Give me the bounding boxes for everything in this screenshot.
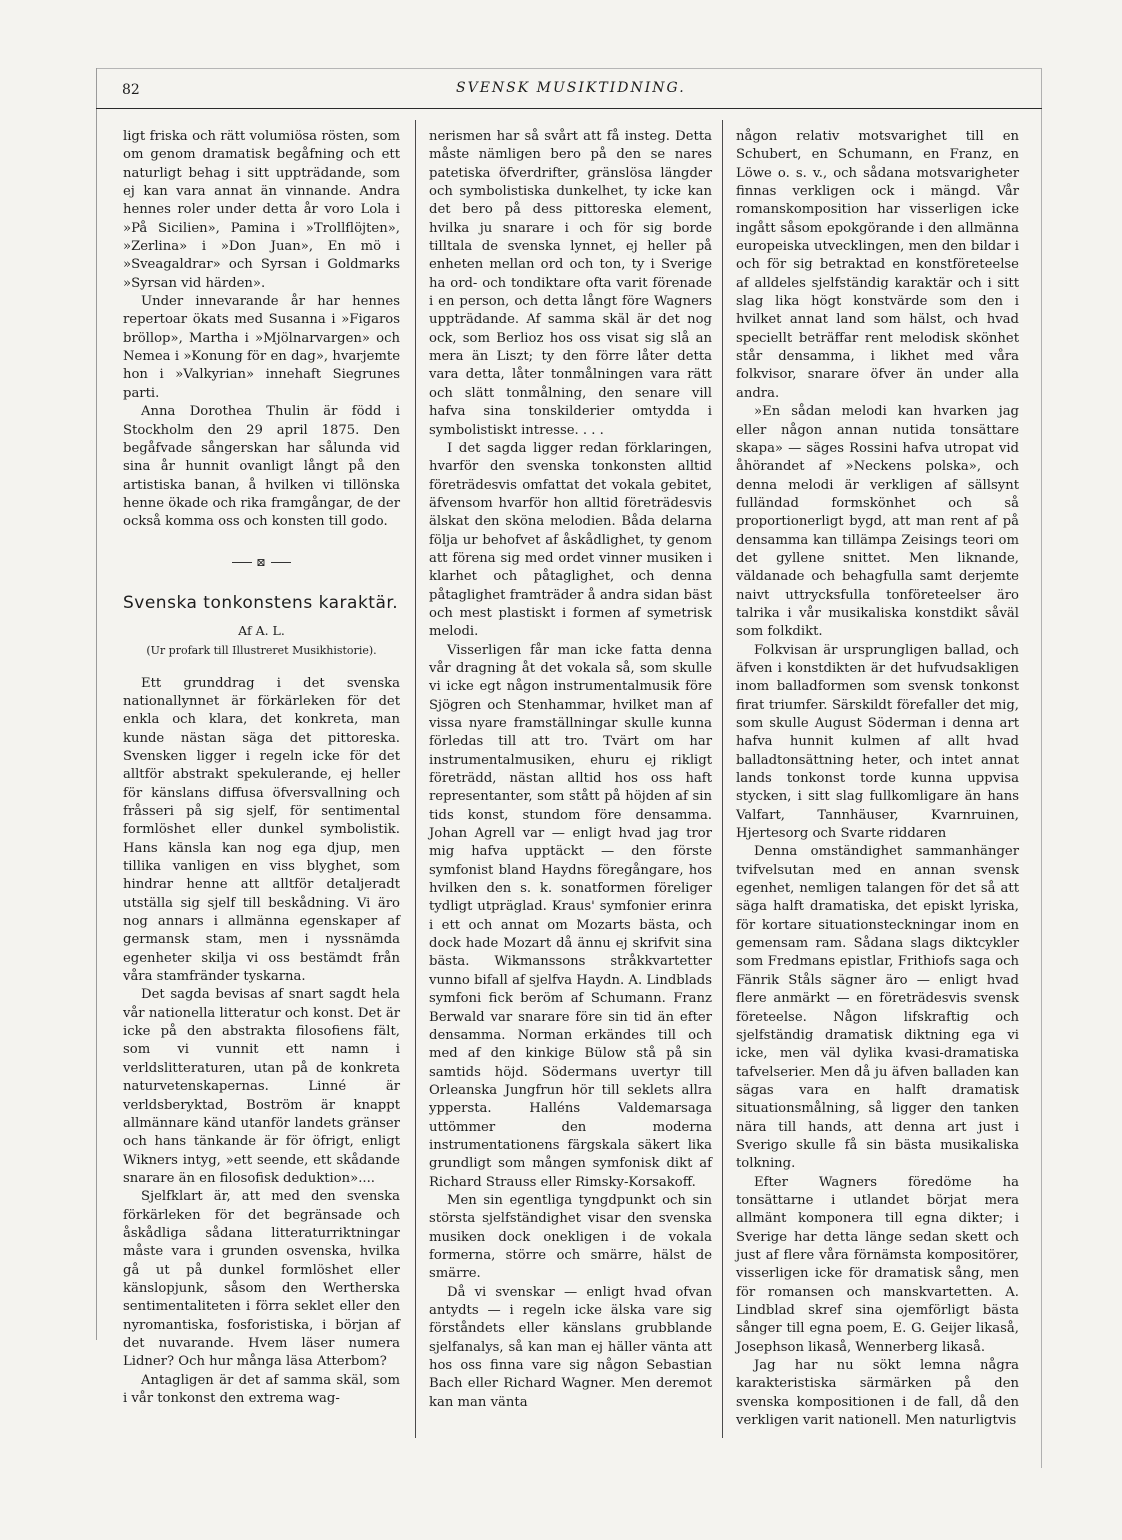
divider-bar-left: [232, 562, 252, 563]
paragraph: någon relativ motsvarighet till en Schubert, en Schumann, en Franz, en Löwe o. s. v., och sådana motsvarigheter finnas verkligen ock i mängd. Vår romanskomposition har visserligen icke ingått såsom epokgörande i den allmänna europeiska utvecklingen, men den bildar i och för sig betraktad en konstföreteelse af alldeles sjelfständig karaktär och i sitt slag lika högt konstvärde som den i hvilket annat land som hälst, och hvad speciellt beträffar rent melodisk skönhet står densamma, i likhet med våra folkvisor, snarare öfver än under alla andra.: [736, 129, 1019, 401]
paragraph: Det sagda bevisas af snart sagdt hela vår nationella litteratur och konst. Det är icke på den abstrakta filosofiens fält, som vi vunnit ett namn i verldslitteraturen, utan på de konkreta naturvetenskapernas. Linné är verldsberyktad, Boström är knappt allmännare känd utanför landets gränser och hans tänkande är för öfrigt, enligt Wikners intyg, »ett seende, ett skådande snarare än en filosofisk deduktion»....: [123, 987, 400, 1186]
column-1: [123, 128, 400, 1408]
page-number: 82: [122, 82, 140, 98]
paragraph: Då vi svenskar — enligt hvad ofvan antydts — i regeln icke älska vare sig förståndets eller känslans grubblande sjelfanalys, så kan man ej häller vänta att hos oss finna vare sig någon Sebastian Bach eller Richard Wagner. Men deremot kan man vänta: [429, 1284, 712, 1410]
article-source: (Ur profark till Illustreret Musikhistorie).: [146, 644, 377, 658]
paragraph: nerismen har så svårt att få insteg. Detta måste nämligen bero på den se nares patetiska öfverdrifter, gränslösa längder och symbolistiska dunkelhet, ty icke kan det bero på dess pittoreska element, hvilka ju snarare i och för sig borde tilltala de svenska lynnet, ej heller på enheten mellan ord och ton, ty i Sverige ha ord- och tondiktare ofta varit förenade i en person, och detta långt före Wagners uppträdande. Af samma skäl är det nog ock, som Berlioz hos oss visat sig slå an mera än Liszt; ty den förre låter detta vara detta, låter tonmålningen vara rätt och slätt tonmålning, den senare vill hafva sina tonskilderier omtydda i symbolistiskt intresse. . . .: [429, 129, 712, 438]
column-rule-left: [415, 120, 416, 1438]
paragraph: Ett grunddrag i det svenska nationallynnet är förkärleken för det enkla och klara, det konkreta, man kunde nästan säga det pittoreska. Svensken ligger i regeln icke för det alltför abstrakt spekulerande, ej heller för känslans diffusa öfversvallning och fråsseri på sig sjelf, för sentimental formlöshet eller dunkel symbolistik. Hans känsla kan nog ega djup, men tillika vanligen en viss blyghet, som hindrar henne att alltför detaljeradt utställa sig sjelf till beskådning. Vi äro nog annars i allmänna egenskaper af germansk stam, men i nyssnämda egenheter skilja vi oss bestämdt från våra stamfränder tyskarna.: [123, 675, 400, 985]
running-title: SVENSK MUSIKTIDNING.: [456, 80, 686, 96]
paragraph: I det sagda ligger redan förklaringen, hvarför den svenska tonkonsten alltid företrädesvis omfattat det vokala gebitet, äfvensom hvarför hon alltid företrädesvis älskat den sköna melodien. Båda delarna följa ur behofvet af åskådlighet, ty genom att förena sig med ordet vinner musiken i klarhet och påtaglighet, och denna påtaglighet framträder å andra sidan bäst och mest plastiskt i formen af symetrisk melodi.: [429, 440, 712, 640]
paragraph: ligt friska och rätt volumiösa rösten, som om genom dramatisk begåfning och ett naturligt behag i sitt uppträdande, som ej kan vara annat än vinnande. Andra hennes roler under detta år voro Lola i »På Sicilien», Pamina i »Trollflöjten», »Zerlina» i »Don Juan», En mö i »Sveagaldrar» och Syrsan i Goldmarks »Syrsan vid härden».: [123, 129, 400, 291]
article-byline: Af A. L.: [238, 622, 285, 638]
paragraph: Antagligen är det af samma skäl, som i vår tonkonst den extrema wag-: [123, 1372, 400, 1406]
page-frame-right: [1041, 68, 1042, 1468]
divider-bar-right: [271, 562, 291, 563]
paragraph: Efter Wagners föredöme ha tonsättarne i utlandet börjat mera allmänt komponera till egna dikter; i Sverige har detta länge sedan skett och just af flere våra förnämsta kompositörer, visserligen icke för dramatisk sång, men för romansen och manskvartetten. A. Lindblad skref sina ojemförligt bästa sånger till egna poem, E. G. Geijer likaså, Josephson likaså, Wennerberg likaså.: [736, 1174, 1019, 1355]
paragraph: Sjelfklart är, att med den svenska förkärleken för det begränsade och åskådliga sådana litteraturriktningar måste vara i grunden osvenska, hvilka gå ut på dunkel formlöshet eller känslopjunk, såsom den Wertherska sentimentaliteten i förra seklet eller den nyromantiska, fosforistiska, i början af det nuvarande. Hvem läser numera Lidner? Och hur många läsa Atterbom?: [123, 1189, 400, 1370]
column-rule-right: [722, 120, 723, 1438]
page-frame-left: [96, 68, 97, 1340]
column-2: [429, 128, 712, 1412]
column-3: [736, 128, 1019, 1430]
paragraph: Men sin egentliga tyngdpunkt och sin största sjelfständighet visar den svenska musiken dock onekligen i de vokala formerna, större och smärre, hälst de smärre.: [429, 1192, 712, 1282]
page-header: [96, 72, 1042, 109]
paragraph: Anna Dorothea Thulin är född i Stockholm den 29 april 1875. Den begåfvade sångerskan har sålunda vid sina år hunnit ovanligt långt på den artistiska banan, å hvilken vi tillönska henne ökade och rika framgångar, de der också komma oss och konsten till godo.: [123, 404, 400, 530]
section-divider: [123, 554, 400, 572]
article-title: Svenska tonkonstens karaktär.: [123, 592, 399, 613]
paragraph: Denna omständighet sammanhänger tvifvelsutan med en annan svensk egenhet, nemligen talangen för det så att säga halft dramatiska, det episkt lyriska, för kortare situationsteckningar inom en gemensam ram. Sådana slags diktcykler som Fredmans epistlar, Frithiofs saga och Fänrik Ståls sägner äro — enligt hvad flere anmärkt — en företrädesvis svensk företeelse. Någon lifskraftig och sjelfständig dramatisk diktning ega vi icke, men väl dylika kvasi-dramatiska tafvelserier. Men då ju äfven balladen kan sägas vara en halft dramatisk situationsmålning, så ligger den tanken nära till hands, att denna art just i Sverigo skulle få sin bästa musikaliska tolkning.: [736, 844, 1019, 1172]
divider-ornament-icon: ⊠: [256, 555, 267, 569]
paragraph: »En sådan melodi kan hvarken jag eller någon annan nutida tonsättare skapa» — säges Rossini hafva utropat vid åhörandet af »Neckens polska», och denna melodi är verkligen af sällsynt fulländad formskönhet och så proportionerligt bygd, att man rent af på densamma kan tillämpa Zeisings teori om det gyllene snittet. Men liknande, väldanade och behagfulla samt derjemte naivt uttrycksfulla tonföreteelser äro talrika i vår musikaliska konstdikt såväl som folkdikt.: [736, 404, 1019, 640]
page-frame-top: [96, 68, 1042, 69]
paragraph: Jag har nu sökt lemna några karakteristiska särmärken på den svenska kompositionen i de fall, då den verkligen varit nationell. Men naturligtvis: [736, 1358, 1019, 1429]
paragraph: Folkvisan är ursprungligen ballad, och äfven i konstdikten är det hufvudsakligen inom balladformen som svensk tonkonst firat triumfer. Särskildt förefaller det mig, som skulle August Söderman i denna art hafva hunnit kulmen af allt hvad balladtonsättning heter, och intet annat lands tonkonst torde kunna uppvisa stycken, i sitt slag fullkomligare än hans Valfart, Tannhäuser, Kvarnruinen, Hjertesorg och Svarte riddaren: [736, 642, 1019, 842]
paragraph: Under innevarande år har hennes repertoar ökats med Susanna i »Figaros bröllop», Martha i »Mjölnarvargen» och Nemea i »Konung för en dag», hvarjemte hon i »Valkyrian» innehaft Siegrunes parti.: [123, 294, 400, 401]
paragraph: Visserligen får man icke fatta denna vår dragning åt det vokala så, som skulle vi icke egt någon instrumentalmusik före Sjögren och Stenhammar, hvilket man af vissa nyare framställningar skulle kunna förledas till att tro. Tvärt om har instrumentalmusiken, ehuru ej rikligt företrädd, nästan alltid hos oss haft representanter, som stått på höjden af sin tids konst, stundom före densamma. Johan Agrell var — enligt hvad jag tror mig hafva upptäckt — den förste symfonist bland Haydns föregångare, hos hvilken den s. k. sonatformen föreliger tydligt utpräglad. Kraus' symfonier erinra i ett och annat om Mozarts bästa, och dock hade Mozart då ännu ej skrifvit sina bästa. Wikmanssons stråkkvartetter vunno bifall af sjelfva Haydn. A. Lindblads symfoni fick beröm af Schumann. Franz Berwald var snarare före sin tid än efter densamma. Norman erkändes till och med af den kinkige Bülow stå på sin samtids höjd. Södermans uvertyr till Orleanska Jungfrun hör till seklets allra yppersta. Halléns Valdemarsaga uttömmer den moderna instrumentationens färgskala säkert lika grundligt som mången symfonisk dikt af Richard Strauss eller Rimsky-Korsakoff.: [429, 642, 712, 1190]
